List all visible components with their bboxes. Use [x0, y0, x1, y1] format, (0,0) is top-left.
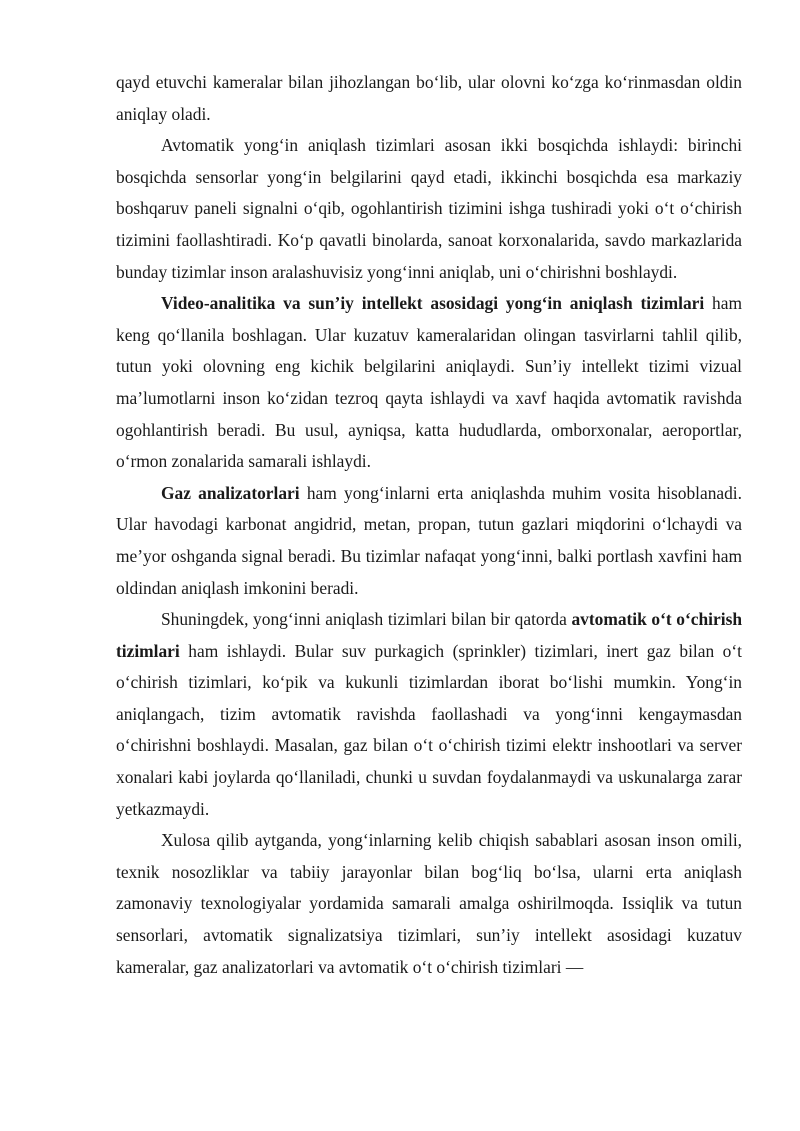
document-page [116, 67, 742, 983]
paragraph-detection-stages [116, 130, 742, 288]
bold-term: Video-analitika va sun’iy intellekt asosidagi yong‘in aniqlash tizimlari [161, 293, 705, 314]
paragraph-text: Avtomatik yong‘in aniqlash tizimlari asosan ikki bosqichda ishlaydi: birinchi bosqichda sensorlar yong‘in belgilarini qayd etadi, ikkinchi bosqichda esa markaziy boshqaruv paneli signalni o‘qib, ogohlantirish tizimini ishga tushiradi yoki o‘t o‘chirish tizimini faollashtiradi. Ko‘p qavatli binolarda, sanoat korxonalarida, savdo markazlarida bunday tizimlar inson aralashuvisiz yong‘inni aniqlab, uni o‘chirishni boshlaydi. [116, 135, 742, 282]
paragraph-continuation [116, 67, 742, 130]
paragraph-conclusion [116, 825, 742, 983]
paragraph-text: Shuningdek, yong‘inni aniqlash tizimlari bilan bir qatorda [161, 609, 572, 630]
paragraph-text: ham yong‘inlarni erta aniqlashda muhim vosita hisoblanadi. Ular havodagi karbonat angidrid, metan, propan, tutun gazlari miqdorini o‘lchaydi va me’yor oshganda signal beradi. Bu tizimlar nafaqat yong‘inni, balki portlash xavfini ham oldindan aniqlash imkonini beradi. [116, 482, 742, 598]
bold-term: Gaz analizatorlari [161, 482, 300, 503]
paragraph-extinguishing-systems [116, 604, 742, 825]
paragraph-video-analytics [116, 288, 742, 478]
paragraph-text: Xulosa qilib aytganda, yong‘inlarning kelib chiqish sabablari asosan inson omili, texnik nosozliklar va tabiiy jarayonlar bilan bog‘liq bo‘lsa, ularni erta aniqlash zamonaviy texnologiyalar yordamida samarali amalga oshirilmoqda. Issiqlik va tutun sensorlari, avtomatik signalizatsiya tizimlari, sun’iy intellekt asosidagi kuzatuv kameralar, gaz analizatorlari va avtomatik o‘t o‘chirish tizimlari — [116, 830, 742, 977]
paragraph-text: ham ishlaydi. Bular suv purkagich (sprinkler) tizimlari, inert gaz bilan o‘t o‘chirish tizimlari, ko‘pik va kukunli tizimlardan iborat bo‘lishi mumkin. Yong‘in aniqlangach, tizim avtomatik ravishda faollashadi va yong‘inni kengaymasdan o‘chirishni boshlaydi. Masalan, gaz bilan o‘t o‘chirish tizimi elektr inshootlari va server xonalari kabi joylarda qo‘llaniladi, chunki u suvdan foydalanmaydi va uskunalarga zarar yetkazmaydi. [116, 640, 742, 819]
paragraph-text: ham keng qo‘llanila boshlagan. Ular kuzatuv kameralaridan olingan tasvirlarni tahlil qilib, tutun yoki olovning eng kichik belgilarini aniqlaydi. Sun’iy intellekt tizimi vizual ma’lumotlarni inson ko‘zidan tezroq qayta ishlaydi va xavf haqida avtomatik ravishda ogohlantirish beradi. Bu usul, ayniqsa, katta hududlarda, omborxonalar, aeroportlar, o‘rmon zonalarida samarali ishlaydi. [116, 293, 742, 472]
paragraph-gas-analyzers [116, 478, 742, 604]
bold-term: avtomatik o‘t o‘chirish tizimlari [116, 609, 743, 661]
paragraph-text: qayd etuvchi kameralar bilan jihozlangan bo‘lib, ular olovni ko‘zga ko‘rinmasdan oldin aniqlay oladi. [116, 72, 742, 124]
